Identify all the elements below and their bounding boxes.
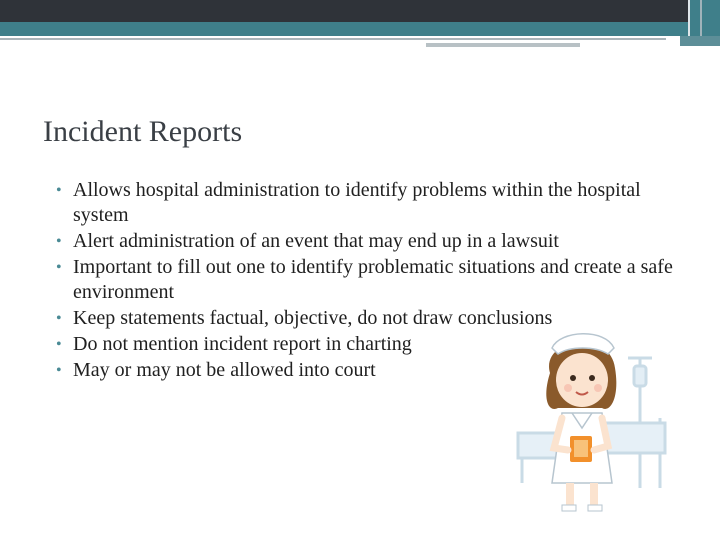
header-rule-short bbox=[426, 43, 580, 47]
header-dark-band bbox=[0, 0, 720, 22]
header-teal-band bbox=[0, 22, 720, 36]
bullet-text: Important to fill out one to identify problematic situations and create a safe environment bbox=[73, 256, 673, 303]
header-stripe bbox=[688, 0, 690, 36]
header-right-bar bbox=[680, 36, 720, 46]
bullet-icon: • bbox=[56, 310, 62, 327]
header-teal-corner bbox=[690, 0, 720, 36]
bullet-text: Do not mention incident report in charting bbox=[73, 333, 412, 355]
bullet-item bbox=[53, 255, 693, 305]
bullet-text: Keep statements factual, objective, do not draw conclusions bbox=[73, 307, 553, 329]
bullet-item bbox=[53, 229, 693, 254]
bullet-text: Allows hospital administration to identify problems within the hospital system bbox=[73, 179, 641, 226]
header-decoration bbox=[0, 0, 720, 48]
header-stripe bbox=[700, 0, 702, 36]
header-rule bbox=[0, 38, 666, 40]
nurse-illustration-icon bbox=[510, 318, 685, 518]
bullet-icon: • bbox=[56, 233, 62, 250]
bullet-icon: • bbox=[56, 259, 62, 276]
bullet-icon: • bbox=[56, 362, 62, 379]
bullet-icon: • bbox=[56, 336, 62, 353]
bullet-icon: • bbox=[56, 182, 62, 199]
bullet-text: Alert administration of an event that may end up in a lawsuit bbox=[73, 230, 559, 252]
slide-title: Incident Reports bbox=[43, 115, 243, 148]
bullet-text: May or may not be allowed into court bbox=[73, 359, 376, 381]
bullet-item bbox=[53, 178, 693, 228]
